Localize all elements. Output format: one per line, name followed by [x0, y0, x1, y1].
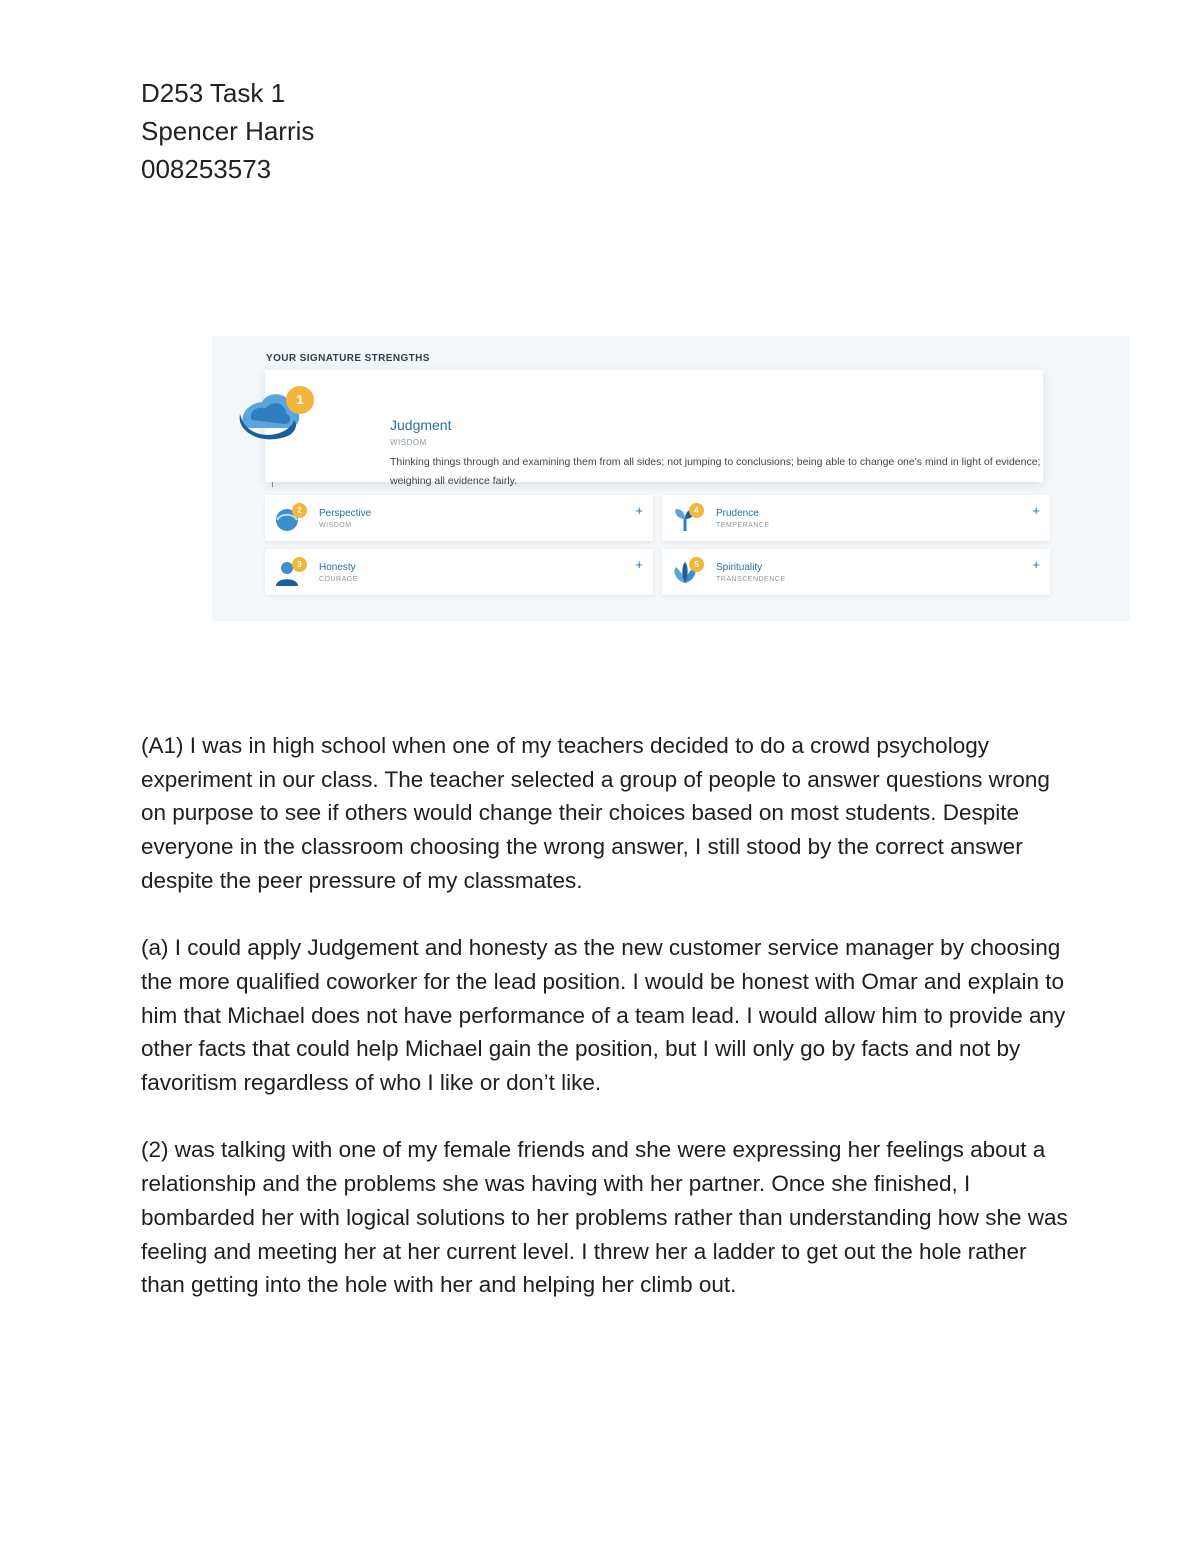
document-body — [141, 729, 1071, 1336]
author-name: Spencer Harris — [141, 116, 315, 146]
strength-virtue: WISDOM — [319, 522, 352, 529]
strength-rank-badge: 3 — [292, 557, 307, 572]
strength-name: Honesty — [319, 562, 356, 573]
student-id: 008253573 — [141, 154, 272, 184]
strength-virtue: TRANSCENDENCE — [716, 576, 786, 583]
strength-card-perspective[interactable] — [265, 495, 653, 541]
strength-name: Prudence — [716, 508, 759, 519]
task-title: D253 Task 1 — [141, 78, 286, 108]
strength-name: Spirituality — [716, 562, 763, 573]
strength-rank-badge: 5 — [689, 557, 704, 572]
signature-strengths-panel — [212, 336, 1130, 621]
top-strength-description: Thinking things through and examining them from all sides; not jumping to conclusions; being able to change one's mind in light of evidence; weighing all evidence fairly. — [390, 456, 1041, 487]
expand-button[interactable]: + — [635, 557, 643, 572]
top-strength-card — [265, 370, 1043, 487]
strength-card-honesty[interactable] — [265, 549, 653, 595]
top-strength-virtue: WISDOM — [390, 438, 427, 447]
strength-rank-badge: 4 — [689, 503, 704, 518]
strength-virtue: TEMPERANCE — [716, 522, 770, 529]
expand-button[interactable]: + — [635, 503, 643, 518]
top-strength-name: Judgment — [390, 417, 452, 433]
divider-tick — [272, 482, 273, 487]
expand-button[interactable]: + — [1032, 557, 1040, 572]
paragraph-a1: (A1) I was in high school when one of my teachers decided to do a crowd psychology experiment in our class. The teacher selected a group of people to answer questions wrong on purpose to see if others would change their choices based on most students. Despite everyone in the classroom choosing the wrong answer, I still stood by the correct answer despite the peer pressure of my classmates. — [141, 733, 1050, 893]
strength-virtue: COURAGE — [319, 576, 358, 583]
document-header — [141, 74, 314, 188]
strength-card-prudence[interactable] — [662, 495, 1050, 541]
expand-button[interactable]: + — [1032, 503, 1040, 518]
strength-rank-badge: 2 — [292, 503, 307, 518]
strength-card-spirituality[interactable] — [662, 549, 1050, 595]
strengths-title: YOUR SIGNATURE STRENGTHS — [266, 353, 430, 364]
top-strength-rank-badge: 1 — [286, 386, 314, 414]
paragraph-2: (2) was talking with one of my female friends and she were expressing her feelings about a relationship and the problems she was having with her partner. Once she finished, I bombarded her with logical solutions to her problems rather than understanding how she was feeling and meeting her at her current level. I threw her a ladder to get out the hole rather than getting into the hole with her and helping her climb out. — [141, 1137, 1068, 1298]
paragraph-a: (a) I could apply Judgement and honesty as the new customer service manager by choosing the more qualified coworker for the lead position. I would be honest with Omar and explain to him that Michael does not have performance of a team lead. I would allow him to provide any other facts that could help Michael gain the position, but I will only go by facts and not by favoritism regardless of who I like or don’t like. — [141, 935, 1066, 1096]
strength-name: Perspective — [319, 508, 372, 519]
